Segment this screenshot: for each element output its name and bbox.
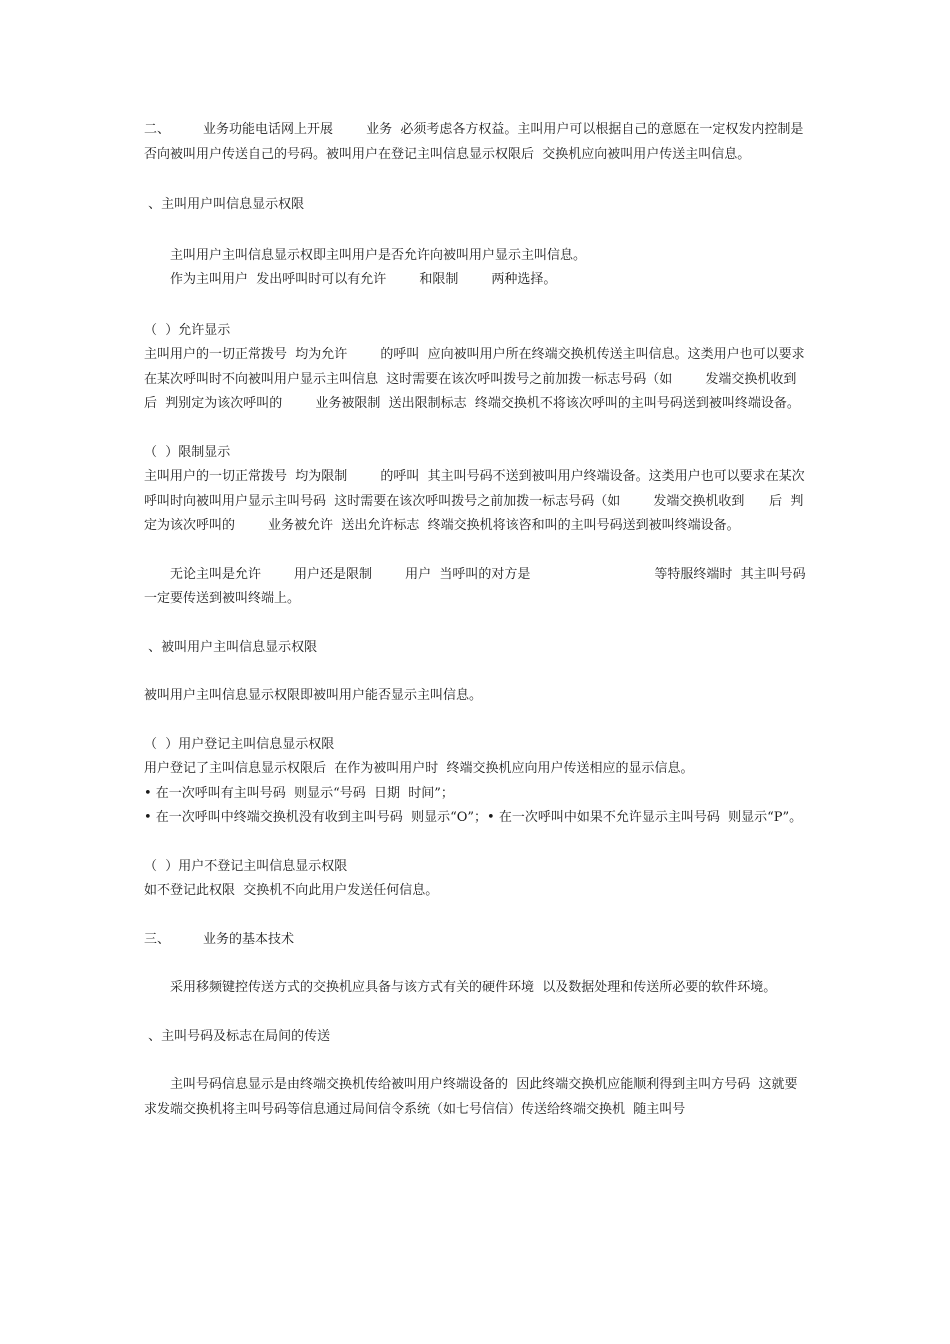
restrict-display-body: 主叫用户的一切正常拨号 均为限制 的呼叫 其主叫号码不送到被叫用户终端设备。这类用户也可以要求在某次呼叫时向被叫用户显示主叫号码 这时需要在该次呼叫拨号之前加拨一标志号码（如 发端交换机收到 后 判定为该次呼叫的 业务被允许 送出允许标志 终端交换机将该咨和叫的主叫号码送到被叫终端设备。 bbox=[144, 469, 805, 533]
subsection-2-heading: 、被叫用户主叫信息显示权限 bbox=[144, 639, 318, 655]
subsection-1-paragraph-2: 作为主叫用户 发出呼叫时可以有允许 和限制 两种选择。 bbox=[170, 272, 557, 287]
section-2-heading: 二、 业务功能电话网上开展 业务 必须考虑各方权益。主叫用户可以根据自己的意愿在一定权发内控制是否向被叫用户传送自己的号码。被叫用户在登记主叫信息显示权限后 交换机应向被叫用户传送主叫信息。 bbox=[144, 122, 804, 162]
registered-heading: （ ）用户登记主叫信息显示权限 bbox=[144, 736, 335, 752]
allow-display-body: 主叫用户的一切正常拨号 均为允许 的呼叫 应向被叫用户所在终端交换机传送主叫信息。这类用户也可以要求在某次呼叫时不向被叫用户显示主叫信息 这时需要在该次呼叫拨号之前加拨一标志号码（如 发端交换机收到 后 判别定为该次呼叫的 业务被限制 送出限制标志 终端交换机不将该次呼叫的主叫号码送到被叫终端设备。 bbox=[144, 347, 822, 411]
registered-bullet-2: • 在一次呼叫中终端交换机没有收到主叫号码 则显示“O”；• 在一次呼叫中如果不允许显示主叫号码 则显示“P”。 bbox=[144, 810, 803, 825]
restrict-display-heading: （ ）限制显示 bbox=[144, 444, 231, 460]
subsection-1-heading: 、主叫用户叫信息显示权限 bbox=[144, 197, 305, 212]
subsection-2-paragraph-1: 被叫用户主叫信息显示权限即被叫用户能否显示主叫信息。 bbox=[144, 688, 483, 703]
not-registered-body: 如不登记此权限 交换机不向此用户发送任何信息。 bbox=[144, 883, 439, 898]
not-registered-heading: （ ）用户不登记主叫信息显示权限 bbox=[144, 858, 348, 874]
allow-display-heading: （ ）允许显示 bbox=[144, 322, 231, 338]
registered-bullet-1: • 在一次呼叫有主叫号码 则显示“号码 日期 时间”； bbox=[144, 785, 454, 801]
registered-body: 用户登记了主叫信息显示权限后 在作为被叫用户时 终端交换机应向用户传送相应的显示信息。 bbox=[144, 761, 694, 776]
subsection-1-paragraph-1: 主叫用户主叫信息显示权即主叫用户是否允许向被叫用户显示主叫信息。 bbox=[170, 247, 587, 263]
section-3-paragraph-1: 采用移频键控传送方式的交换机应具备与该方式有关的硬件环境 以及数据处理和传送所必要的软件环境。 bbox=[170, 980, 777, 995]
subsection-3-heading: 、主叫号码及标志在局间的传送 bbox=[144, 1028, 331, 1044]
document-page bbox=[144, 118, 822, 1122]
special-terminal-note: 无论主叫是允许 用户还是限制 用户 当呼叫的对方是 等特服终端时 其主叫号码一定要传送到被叫终端上。 bbox=[144, 566, 806, 606]
subsection-3-paragraph-1: 主叫号码信息显示是由终端交换机传给被叫用户终端设备的 因此终端交换机应能顺利得到主叫方号码 这就要求发端交换机将主叫号码等信息通过局间信令系统（如七号信信）传送给终端交换机 随主叫号 bbox=[144, 1077, 798, 1117]
section-3-heading: 三、 业务的基本技术 bbox=[144, 931, 295, 947]
